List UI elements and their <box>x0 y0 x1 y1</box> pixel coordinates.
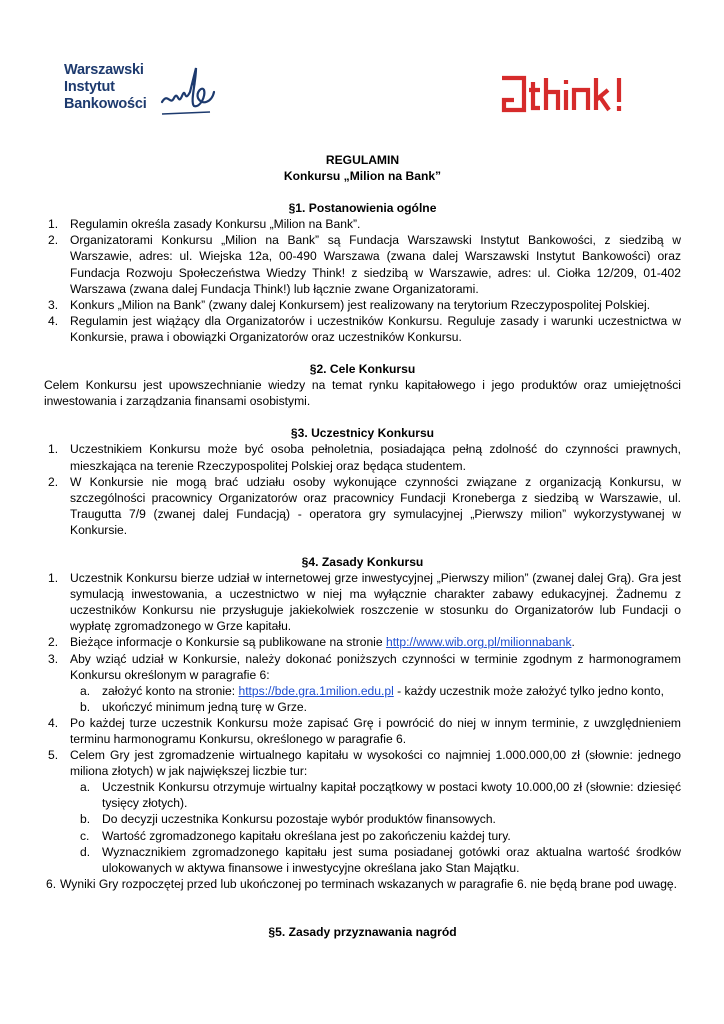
section-5-heading: §5. Zasady przyznawania nagród <box>268 924 457 939</box>
sub-list <box>70 683 681 715</box>
sub-list-item: b. Do decyzji uczestnika Konkursu pozostaje wybór produktów finansowych. <box>80 812 496 827</box>
sub-list <box>70 779 681 876</box>
sub-list-item: a. założyć konto na stronie: https://bde.gra.1milion.edu.pl - każdy uczestnik może założyć tylko jedno konto, <box>80 683 664 698</box>
list-item: 3. Aby wziąć udział w Konkursie, należy dokonać poniższych czynności w terminie zgodnym z harmonogramem Konkursu określonym w paragrafie 6: a. założyć konto na stronie: https://bde.gra.1milion.edu.pl - każdy uczestnik może założyć tylko jedno konto, b. ukończyć minimum jedną turę w Grze. <box>48 651 681 714</box>
list-item: 5. Celem Gry jest zgromadzenie wirtualnego kapitału w wysokości co najmniej 1.000.000,00 zł (słownie: jednego miliona złotych) w jak największej liczbie tur: a. Uczestnik Konkursu otrzymuje wirtualny kapitał początkowy w postaci kwoty 10.000,00 zł (słownie: dziesięć tysięcy złotych). b. Do decyzji uczestnika Konkursu pozostaje wybór produktów finansowych. c. Wartość zgromadzonego kapitału określana jest po zakończeniu każdej tury. d. Wyznacznikiem zgromadzonego kapitału jest suma posiadanej gotówki oraz aktualna wartość środków ulokowanych w aktywa finansowe i inwestycyjne określana jako Stan Majątku. <box>48 748 681 875</box>
document-subtitle: Konkursu „Milion na Bank” <box>283 169 442 184</box>
section-2-heading: §2. Cele Konkursu <box>309 362 416 377</box>
document-title: REGULAMIN <box>325 153 400 167</box>
list-item: 6. Wyniki Gry rozpoczętej przed lub ukończonej po terminach wskazanych w paragrafie 6. nie będą brane pod uwagę. <box>46 876 678 891</box>
section-4-heading: §4. Zasady Konkursu <box>301 554 424 569</box>
milionnabank-link[interactable]: http://www.wib.org.pl/milionnabank <box>385 635 572 650</box>
list-item: 3. Konkurs „Milion na Bank” (zwany dalej Konkursem) jest realizowany na terytorium Rzeczypospolitej Polskiej. <box>48 297 651 312</box>
list-item: 4. Regulamin jest wiążący dla Organizatorów i uczestników Konkursu. Reguluje zasady i warunki uczestnictwa w Konkursie, prawa i obowiązki Organizatorów oraz uczestników Konkursu. <box>48 313 681 344</box>
list-item: 4. Po każdej turze uczestnik Konkursu może zapisać Grę i powrócić do niej w innym terminie, z uwzględnieniem terminu harmonogramu Konkursu, określonego w paragrafie 6. <box>48 715 681 746</box>
think-logo <box>500 74 632 114</box>
think-logo-graphic <box>500 74 632 114</box>
list-item: 1. Uczestnik Konkursu bierze udział w internetowej grze inwestycyjnej „Pierwszy milion” (zwanej dalej Grą). Gra jest symulacją inwestowania, a uczestnictwo w niej ma wyłącznie charakter zabawy edukacyjnej. Żadnemu z uczestników Konkursu nie przysługuje jakiekolwiek roszczenie w stosunku do Organizatorów lub Fundacji o wypłatę zgromadzonego w Grze kapitału. <box>48 571 681 634</box>
sub-list-item: a. Uczestnik Konkursu otrzymuje wirtualny kapitał początkowy w postaci kwoty 10.000,00 zł (słownie: dziesięć tysięcy złotych). <box>80 780 681 811</box>
wib-signature-mark <box>160 62 216 126</box>
list-item: 1. Uczestnikiem Konkursu może być osoba pełnoletnia, posiadająca pełną zdolność do czynności prawnych, mieszkająca na terenie Rzeczypospolitej Polskiej oraz będąca studentem. <box>48 442 681 473</box>
list-item: 2. Organizatorami Konkursu „Milion na Bank” są Fundacja Warszawski Instytut Bankowości, z siedzibą w Warszawie, adres: ul. Wiejska 12a, 00-490 Warszawa (zwana dalej Warszawski Instytut Bankowości) oraz Fundacja Rozwoju Społeczeństwa Wiedzy Think! z siedzibą w Warszawie, adres: ul. Ciołka 12/209, 01-402 Warszawa (zwana dalej Fundacja Think!) lub łącznie zwane Organizatorami. <box>48 233 681 296</box>
section-3-heading: §3. Uczestnicy Konkursu <box>290 426 435 441</box>
section-1-list <box>44 216 681 345</box>
wib-logo-text: Warszawski Instytut Bankowości <box>64 62 147 112</box>
list-item: 2. Bieżące informacje o Konkursie są publikowane na stronie http://www.wib.org.pl/milionnabank. <box>48 635 575 650</box>
regulation-document <box>44 152 681 940</box>
section-3-list <box>44 441 681 538</box>
section-1-heading: §1. Postanowienia ogólne <box>288 201 437 216</box>
sub-list-item: d. Wyznacznikiem zgromadzonego kapitału jest suma posiadanej gotówki oraz aktualna wartość środków ulokowanych w aktywa finansowe i inwestycyjne określana jako Stan Majątku. <box>80 844 681 875</box>
wib-logo <box>64 62 214 130</box>
section-4-list <box>44 570 681 876</box>
section-2-text: Celem Konkursu jest upowszechnianie wiedzy na temat rynku kapitałowego i jego produktów oraz umiejętności inwestowania i zarządzania finansami osobistymi. <box>44 378 681 409</box>
game-registration-link[interactable]: https://bde.gra.1milion.edu.pl <box>238 683 394 698</box>
sub-list-item: c. Wartość zgromadzonego kapitału określana jest po zakończeniu każdej tury. <box>80 828 511 843</box>
sub-list-item: b. ukończyć minimum jedną turę w Grze. <box>80 699 307 714</box>
list-item: 1. Regulamin określa zasady Konkursu „Milion na Bank”. <box>48 217 361 232</box>
list-item: 2. W Konkursie nie mogą brać udziału osoby wykonujące czynności związane z organizacją Konkursu, w szczególności pracownicy Organizatorów oraz pracownicy Fundacji Kroneberga z siedzibą w Warszawie, ul. Traugutta 7/9 (zwanej dalej Fundacją) - operatora gry symulacyjnej „Pierwszy milion” wykorzystywanej w Konkursie. <box>48 474 681 537</box>
